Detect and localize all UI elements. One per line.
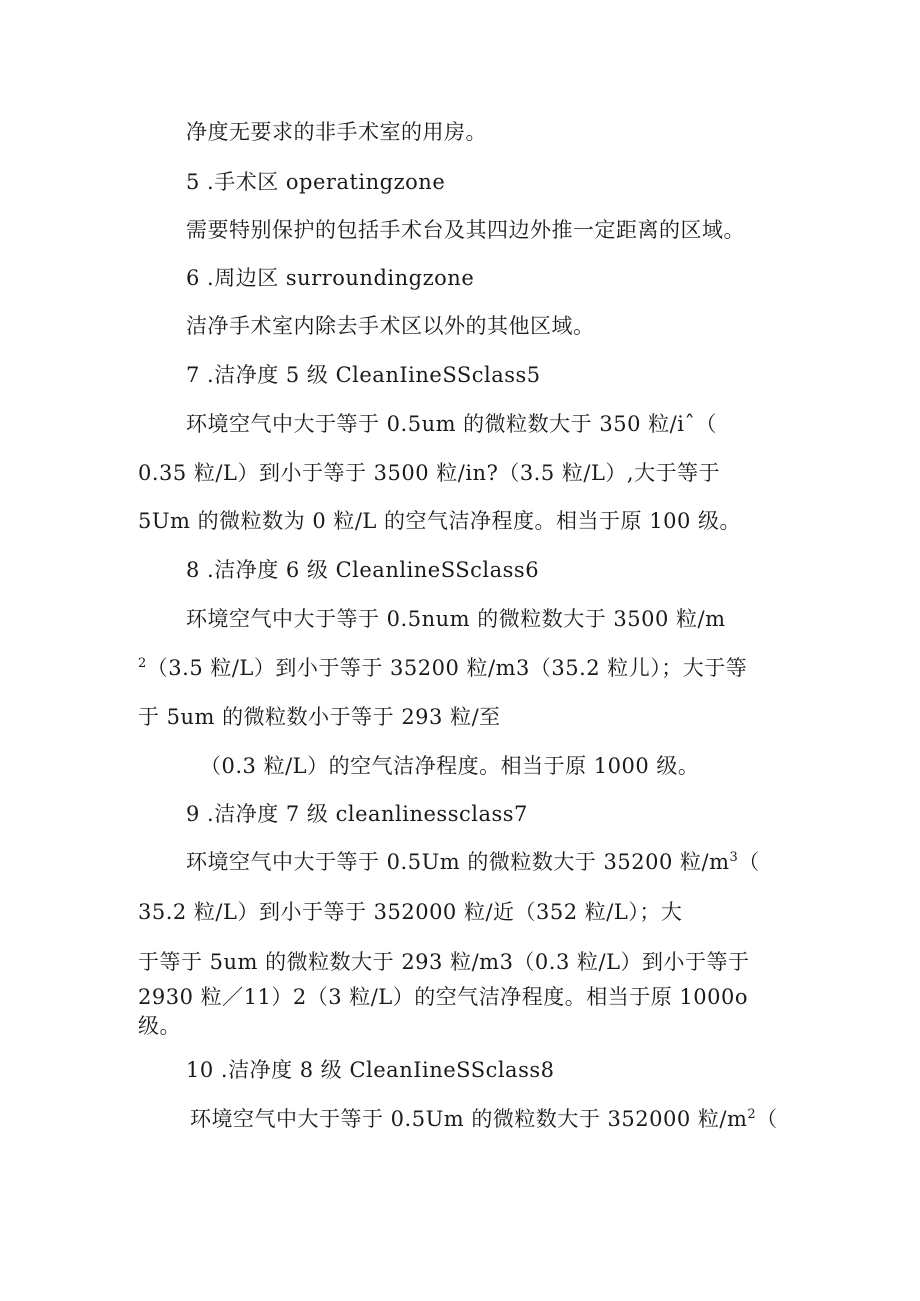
- paragraph-line-1: 净度无要求的非手术室的用房。: [186, 120, 487, 144]
- superscript-2: 2: [138, 656, 147, 671]
- paragraph-line-13: 于 5um 的微粒数小于等于 293 粒/至: [138, 705, 501, 729]
- paragraph-line-20: 级。: [138, 1014, 181, 1038]
- paragraph-line-18: 于等于 5um 的微粒数大于 293 粒/m3（0.3 粒/L）到小于等于: [138, 950, 750, 974]
- heading-class6: 8 .洁净度 6 级 CleanlineSSclass6: [186, 558, 540, 582]
- paragraph-line-8: 0.35 粒/L）到小于等于 3500 粒/in?（3.5 粒/L）,大于等于: [138, 461, 721, 485]
- paragraph-line-12: $^2$（3.5 粒/L）到小于等于 35200 粒/m3（35.2 粒儿）；大于等: [138, 656, 748, 680]
- superscript-2b: 2: [747, 1107, 757, 1122]
- paragraph-line-17: 35.2 粒/L）到小于等于 352000 粒/近（352 粒/L）；大: [138, 900, 683, 924]
- paragraph-line-16: 环境空气中大于等于 0.5Um 的微粒数大于 35200 粒$/m^3$（: [186, 850, 760, 874]
- heading-operating-zone: 5 .手术区 operatingzone: [186, 170, 446, 194]
- heading-class7: 9 .洁净度 7 级 cleanlinessclass7: [186, 802, 528, 826]
- paragraph-line-22: 环境空气中大于等于 0.5Um 的微粒数大于 352000 粒$/m^2$（: [190, 1107, 778, 1131]
- heading-class5: 7 .洁净度 5 级 CleanIineSSclass5: [186, 363, 541, 387]
- paragraph-line-7: 环境空气中大于等于 0.5um 的微粒数大于 350 粒/iˆ（: [186, 412, 717, 436]
- paragraph-line-19: 2930 粒／11）2（3 粒/L）的空气洁净程度。相当于原 1000o: [138, 985, 749, 1009]
- heading-class8: 10 .洁净度 8 级 CleanIineSSclass8: [186, 1058, 555, 1082]
- paragraph-line-14: （0.3 粒/L）的空气洁净程度。相当于原 1000 级。: [200, 754, 700, 778]
- paragraph-line-5: 洁净手术室内除去手术区以外的其他区域。: [186, 314, 595, 338]
- paragraph-line-9: 5Um 的微粒数为 0 粒/L 的空气洁净程度。相当于原 100 级。: [138, 509, 741, 533]
- paragraph-line-3: 需要特别保护的包括手术台及其四边外推一定距离的区域。: [186, 218, 745, 242]
- heading-surrounding-zone: 6 .周边区 surroundingzone: [186, 266, 475, 290]
- paragraph-line-11: 环境空气中大于等于 0.5num 的微粒数大于 3500 粒/m: [186, 607, 726, 631]
- superscript-3: 3: [729, 850, 739, 865]
